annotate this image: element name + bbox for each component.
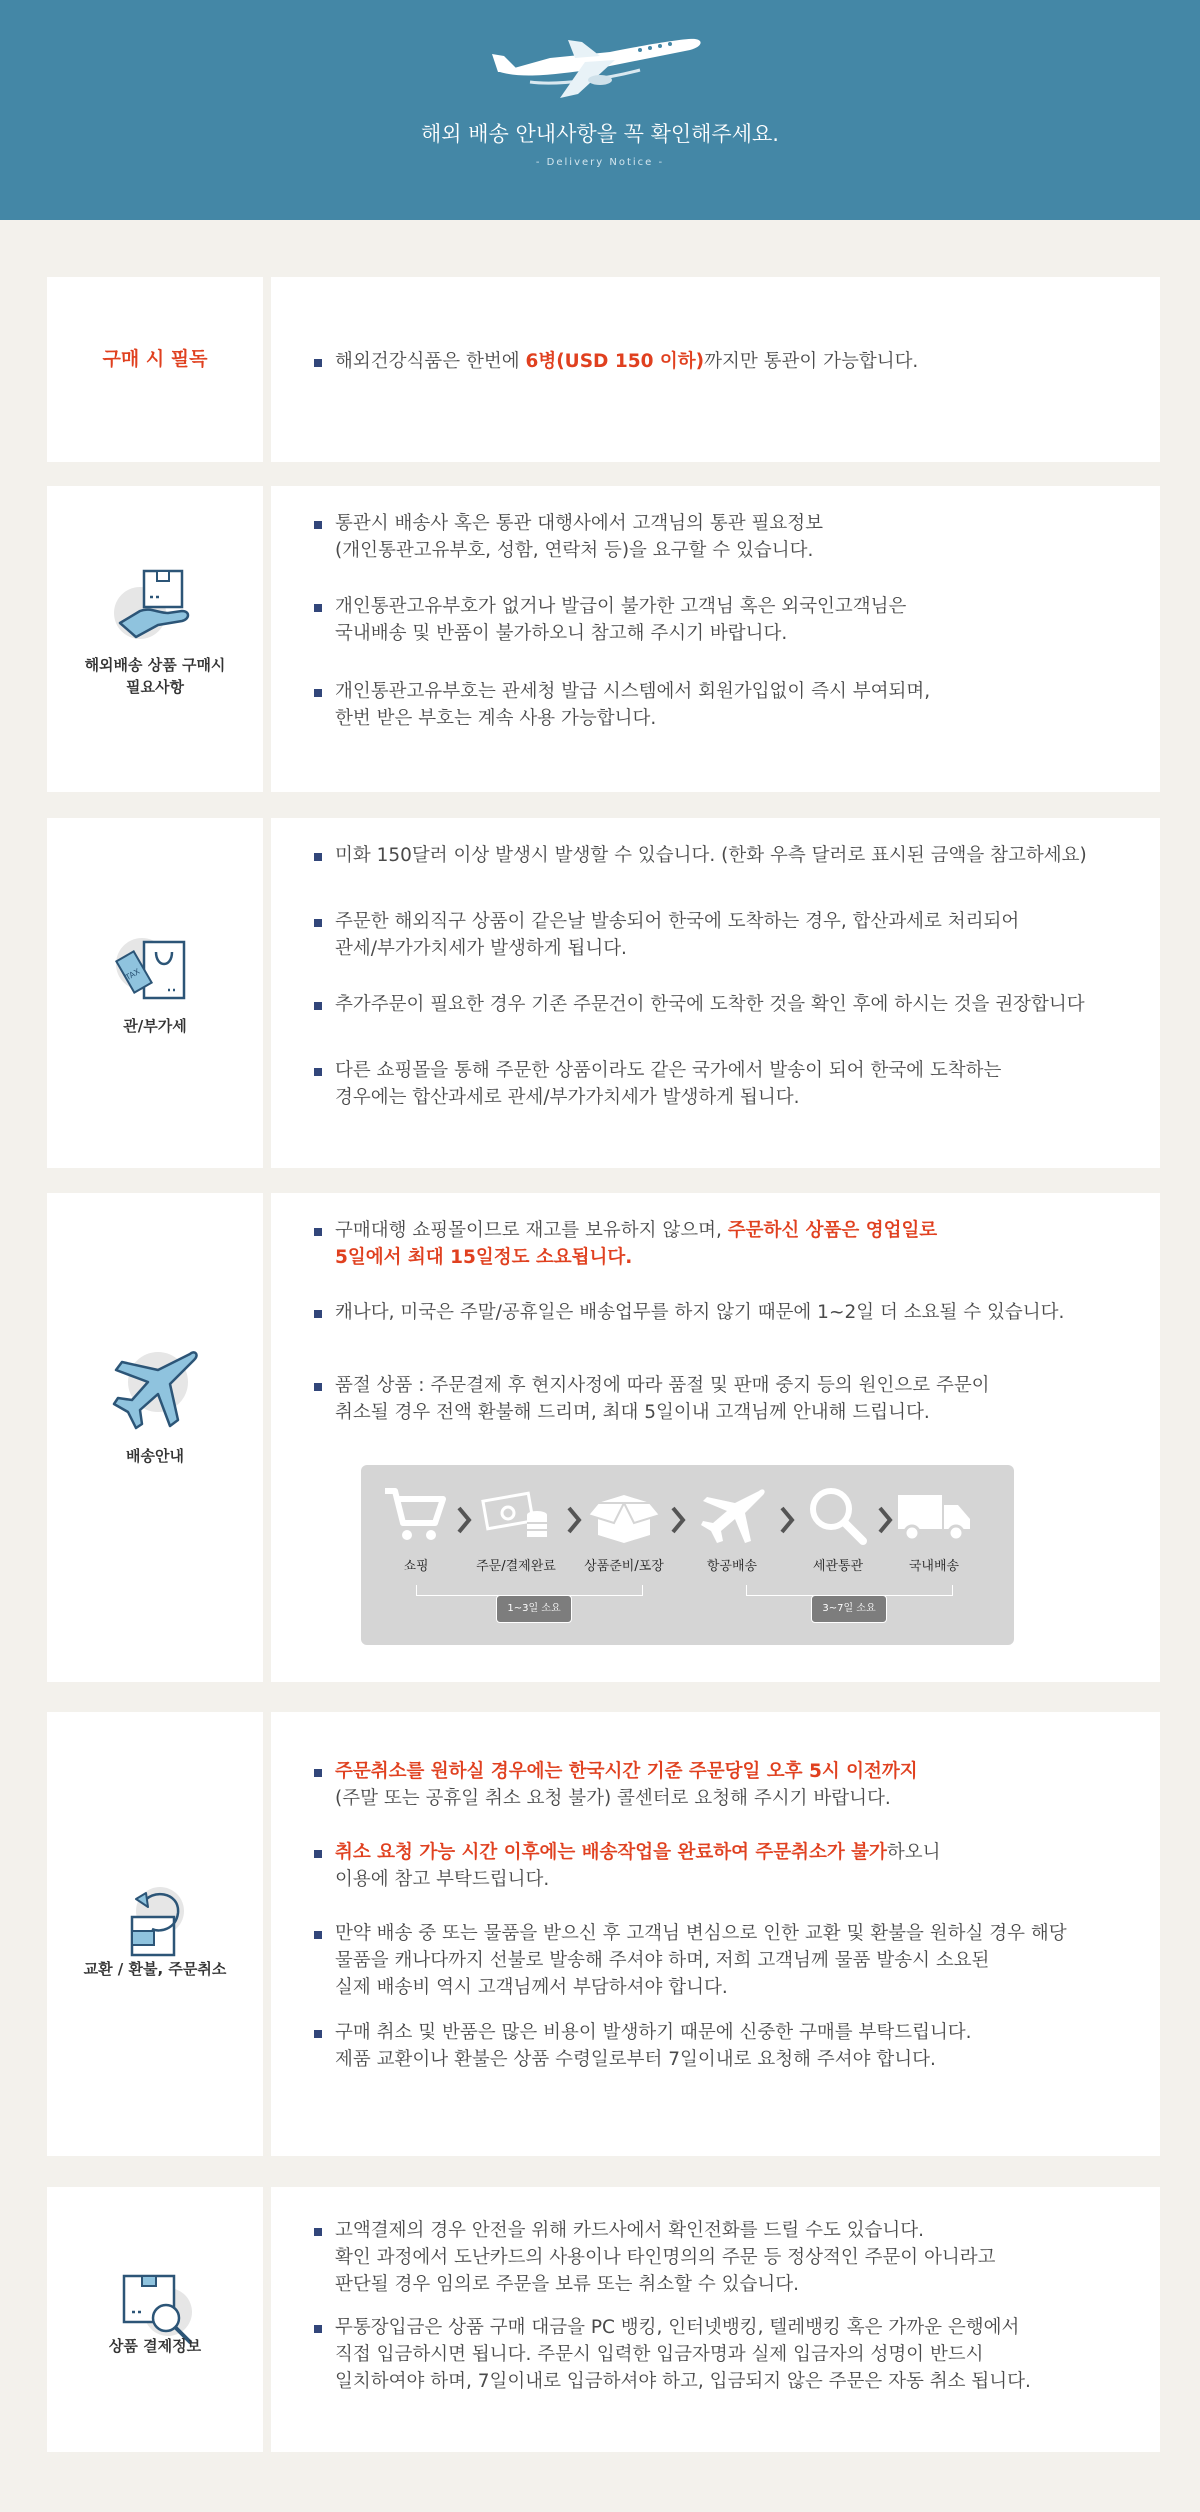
notice-text: 통관시 배송사 혹은 통관 대행사에서 고객님의 통관 필요정보 bbox=[335, 513, 823, 534]
section-title-line: 배송안내 bbox=[126, 1447, 184, 1465]
notice-line bbox=[335, 593, 1140, 620]
notice-line bbox=[335, 1785, 1140, 1812]
notice-item bbox=[314, 1758, 1140, 1812]
airplane-icon bbox=[110, 1346, 200, 1440]
page-subtitle: - Delivery Notice - bbox=[535, 157, 665, 168]
section-title bbox=[47, 2335, 263, 2357]
section-content-panel bbox=[271, 486, 1160, 792]
notice-text: 미화 150달러 이상 발생시 발생할 수 있습니다. (한화 우측 달러로 표시된 금액을 참고하세요) bbox=[335, 845, 1087, 866]
notice-line bbox=[335, 1372, 1140, 1399]
notice-section bbox=[47, 1193, 1160, 1682]
notice-line bbox=[335, 1758, 1140, 1785]
notice-line bbox=[335, 1299, 1140, 1326]
process-step-label: 주문/결제완료 bbox=[476, 1559, 556, 1574]
notice-line bbox=[335, 510, 1140, 537]
process-step bbox=[793, 1485, 883, 1574]
notice-text: 추가주문이 필요한 경우 기존 주문건이 한국에 도착한 것을 확인 후에 하시는 것을 권장합니다 bbox=[335, 994, 1085, 1015]
notice-line bbox=[335, 935, 1140, 962]
notice-line bbox=[335, 620, 1140, 647]
notice-item bbox=[314, 1299, 1140, 1326]
notice-line bbox=[335, 2019, 1140, 2046]
notice-text: 만약 배송 중 또는 물품을 받으신 후 고객님 변심으로 인한 교환 및 환불을 원하실 경우 해당 bbox=[335, 1923, 1067, 1944]
process-step-label: 국내배송 bbox=[908, 1559, 960, 1574]
notice-section bbox=[47, 486, 1160, 792]
notice-section bbox=[47, 1712, 1160, 2156]
notice-line bbox=[335, 705, 1140, 732]
notice-text: 판단될 경우 임의로 주문을 보류 또는 취소할 수 있습니다. bbox=[335, 2274, 799, 2295]
notice-text: 구매대행 쇼핑몰이므로 재고를 보유하지 않으며, bbox=[335, 1220, 728, 1241]
section-content-panel bbox=[271, 2187, 1160, 2452]
notice-line bbox=[335, 1866, 1140, 1893]
notice-text: 주문한 해외직구 상품이 같은날 발송되어 한국에 도착하는 경우, 합산과세로 처리되어 bbox=[335, 911, 1020, 932]
process-step bbox=[471, 1485, 561, 1574]
process-step bbox=[371, 1485, 461, 1574]
section-title-line: 상품 결제정보 bbox=[108, 2337, 202, 2355]
notice-text: 실제 배송비 역시 고객님께서 부담하셔야 합니다. bbox=[335, 1977, 728, 1998]
section-content-panel bbox=[271, 277, 1160, 462]
section-title-line: 필요사항 bbox=[126, 678, 184, 696]
tax-bag-icon bbox=[110, 924, 200, 1018]
notice-text: 한번 받은 부호는 계속 사용 가능합니다. bbox=[335, 708, 657, 729]
header-banner bbox=[0, 0, 1200, 220]
notice-item bbox=[314, 1217, 1140, 1271]
notice-item bbox=[314, 593, 1140, 647]
highlight-text: 취소 요청 가능 시간 이후에는 배송작업을 완료하여 주문취소가 불가 bbox=[335, 1842, 887, 1863]
notice-text: 제품 교환이나 환불은 상품 수령일로부터 7일이내로 요청해 주셔야 합니다. bbox=[335, 2049, 936, 2070]
notice-text: 까지만 통관이 가능합니다. bbox=[704, 351, 919, 372]
section-title bbox=[47, 1958, 263, 1980]
notice-text: 구매 취소 및 반품은 많은 비용이 발생하기 때문에 신중한 구매를 부탁드립니다. bbox=[335, 2022, 972, 2043]
notice-line bbox=[335, 678, 1140, 705]
section-header-panel bbox=[47, 277, 263, 462]
notice-item bbox=[314, 2019, 1140, 2073]
section-title-line: 관/부가세 bbox=[123, 1017, 187, 1035]
process-step-label: 쇼핑 bbox=[403, 1559, 429, 1574]
notice-text: 확인 과정에서 도난카드의 사용이나 타인명의의 주문 등 정상적인 주문이 아니라고 bbox=[335, 2247, 996, 2268]
chevron-right-icon bbox=[456, 1505, 472, 1539]
section-header-panel bbox=[47, 486, 263, 792]
highlight-text: 주문취소를 원하실 경우에는 한국시간 기준 주문당일 오후 5시 이전까지 bbox=[335, 1761, 918, 1782]
notice-item bbox=[314, 991, 1140, 1018]
notice-text: 다른 쇼핑몰을 통해 주문한 상품이라도 같은 국가에서 발송이 되어 한국에 도착하는 bbox=[335, 1060, 1002, 1081]
notice-item bbox=[314, 1372, 1140, 1426]
notice-text: 직접 입금하시면 됩니다. 주문시 입력한 입금자명과 실제 입금자의 성명이 반드시 bbox=[335, 2344, 984, 2365]
box-icon bbox=[579, 1485, 669, 1545]
notice-text: 개인통관고유부호는 관세청 발급 시스템에서 회원가입없이 즉시 부여되며, bbox=[335, 681, 931, 702]
notice-line bbox=[335, 908, 1140, 935]
notice-item bbox=[314, 842, 1140, 869]
process-step bbox=[687, 1485, 777, 1574]
section-content-panel bbox=[271, 1193, 1160, 1682]
notice-item bbox=[314, 678, 1140, 732]
notice-text: 하오니 bbox=[886, 1842, 941, 1863]
notice-line bbox=[335, 1057, 1140, 1084]
chevron-right-icon bbox=[779, 1505, 795, 1539]
notice-line bbox=[335, 1084, 1140, 1111]
magnifier-icon bbox=[793, 1485, 883, 1545]
notice-section bbox=[47, 277, 1160, 462]
notice-text: 경우에는 합산과세로 관세/부가가치세가 발생하게 됩니다. bbox=[335, 1087, 800, 1108]
notice-line bbox=[335, 1217, 1140, 1244]
section-title bbox=[47, 654, 263, 698]
notice-text: 캐나다, 미국은 주말/공휴일은 배송업무를 하지 않기 때문에 1~2일 더 소요될 수 있습니다. bbox=[335, 1302, 1065, 1323]
notice-line bbox=[335, 1839, 1140, 1866]
notice-text: 일치하여야 하며, 7일이내로 입금하셔야 하고, 입금되지 않은 주문은 자동 취소 됩니다. bbox=[335, 2371, 1031, 2392]
section-title bbox=[47, 1015, 263, 1037]
notice-line bbox=[335, 2217, 1140, 2244]
section-title bbox=[47, 348, 263, 370]
highlight-text: 5일에서 최대 15일정도 소요됩니다. bbox=[335, 1247, 633, 1268]
section-title-line: 구매 시 필독 bbox=[102, 348, 208, 370]
notice-line bbox=[335, 1920, 1140, 1947]
chevron-right-icon bbox=[566, 1505, 582, 1539]
notice-text: 고액결제의 경우 안전을 위해 카드사에서 확인전화를 드릴 수도 있습니다. bbox=[335, 2220, 925, 2241]
notice-text: (주말 또는 공휴일 취소 요청 불가) 콜센터로 요청해 주시기 바랍니다. bbox=[335, 1788, 891, 1809]
notice-line bbox=[335, 842, 1140, 869]
notice-line bbox=[335, 2046, 1140, 2073]
notice-item bbox=[314, 2217, 1140, 2298]
process-step-label: 세관통관 bbox=[812, 1559, 864, 1574]
section-title bbox=[47, 1445, 263, 1467]
money-icon bbox=[471, 1485, 561, 1545]
notice-line bbox=[335, 2271, 1140, 2298]
notice-line bbox=[335, 2244, 1140, 2271]
notice-text: 개인통관고유부호가 없거나 발급이 불가한 고객님 혹은 외국인고객님은 bbox=[335, 596, 907, 617]
process-step bbox=[579, 1485, 669, 1574]
section-content-panel bbox=[271, 818, 1160, 1168]
notice-line bbox=[335, 991, 1140, 1018]
notice-text: 무통장입금은 상품 구매 대금을 PC 뱅킹, 인터넷뱅킹, 텔레뱅킹 혹은 가까운 은행에서 bbox=[335, 2317, 1020, 2338]
chevron-right-icon bbox=[670, 1505, 686, 1539]
hand-box-icon bbox=[110, 561, 200, 655]
plane-icon bbox=[687, 1485, 777, 1545]
return-box-icon bbox=[110, 1877, 200, 1971]
process-step-label: 상품준비/포장 bbox=[584, 1559, 664, 1574]
notice-text: 관세/부가가치세가 발생하게 됩니다. bbox=[335, 938, 627, 959]
notice-section bbox=[47, 818, 1160, 1168]
notice-item bbox=[314, 1057, 1140, 1111]
notice-line bbox=[335, 2314, 1140, 2341]
notice-line bbox=[335, 348, 1140, 375]
notice-item bbox=[314, 2314, 1140, 2395]
process-step bbox=[889, 1485, 979, 1574]
truck-icon bbox=[889, 1485, 979, 1545]
notice-text: 해외건강식품은 한번에 bbox=[335, 351, 526, 372]
highlight-text: 6병(USD 150 이하) bbox=[525, 351, 705, 372]
notice-line bbox=[335, 1974, 1140, 2001]
duration-badge: 1~3일 소요 bbox=[496, 1595, 572, 1623]
delivery-process-diagram bbox=[361, 1465, 1014, 1645]
section-content-panel bbox=[271, 1712, 1160, 2156]
notice-item bbox=[314, 1920, 1140, 2001]
notice-item bbox=[314, 1839, 1140, 1893]
duration-badge: 3~7일 소요 bbox=[811, 1595, 887, 1623]
notice-text: 이용에 참고 부탁드립니다. bbox=[335, 1869, 550, 1890]
notice-line bbox=[335, 2341, 1140, 2368]
section-title-line: 해외배송 상품 구매시 bbox=[84, 656, 226, 674]
process-step-label: 항공배송 bbox=[706, 1559, 758, 1574]
section-header-panel bbox=[47, 1193, 263, 1682]
section-title-line: 교환 / 환불, 주문취소 bbox=[83, 1960, 227, 1978]
notice-item bbox=[314, 510, 1140, 564]
notice-line bbox=[335, 2368, 1140, 2395]
notice-line bbox=[335, 1947, 1140, 1974]
notice-text: 국내배송 및 반품이 불가하오니 참고해 주시기 바랍니다. bbox=[335, 623, 788, 644]
airplane-icon bbox=[490, 28, 710, 108]
notice-text: 취소될 경우 전액 환불해 드리며, 최대 5일이내 고객님께 안내해 드립니다. bbox=[335, 1402, 930, 1423]
notice-item bbox=[314, 348, 1140, 375]
highlight-text: 주문하신 상품은 영업일로 bbox=[727, 1220, 938, 1241]
chevron-right-icon bbox=[877, 1505, 893, 1539]
notice-text: (개인통관고유부호, 성함, 연락처 등)을 요구할 수 있습니다. bbox=[335, 540, 814, 561]
notice-text: 물품을 캐나다까지 선불로 발송해 주셔야 하며, 저희 고객님께 물품 발송시 소요된 bbox=[335, 1950, 990, 1971]
notice-section bbox=[47, 2187, 1160, 2452]
notice-line bbox=[335, 537, 1140, 564]
section-header-panel bbox=[47, 1712, 263, 2156]
notice-item bbox=[314, 908, 1140, 962]
section-header-panel bbox=[47, 818, 263, 1168]
page-title: 해외 배송 안내사항을 꼭 확인해주세요. bbox=[421, 122, 779, 146]
svg-text:TAX: TAX bbox=[123, 966, 142, 983]
section-header-panel bbox=[47, 2187, 263, 2452]
cart-icon bbox=[371, 1485, 461, 1545]
notice-text: 품절 상품 : 주문결제 후 현지사정에 따라 품절 및 판매 중지 등의 원인으로 주문이 bbox=[335, 1375, 990, 1396]
notice-line bbox=[335, 1399, 1140, 1426]
notice-line bbox=[335, 1244, 1140, 1271]
